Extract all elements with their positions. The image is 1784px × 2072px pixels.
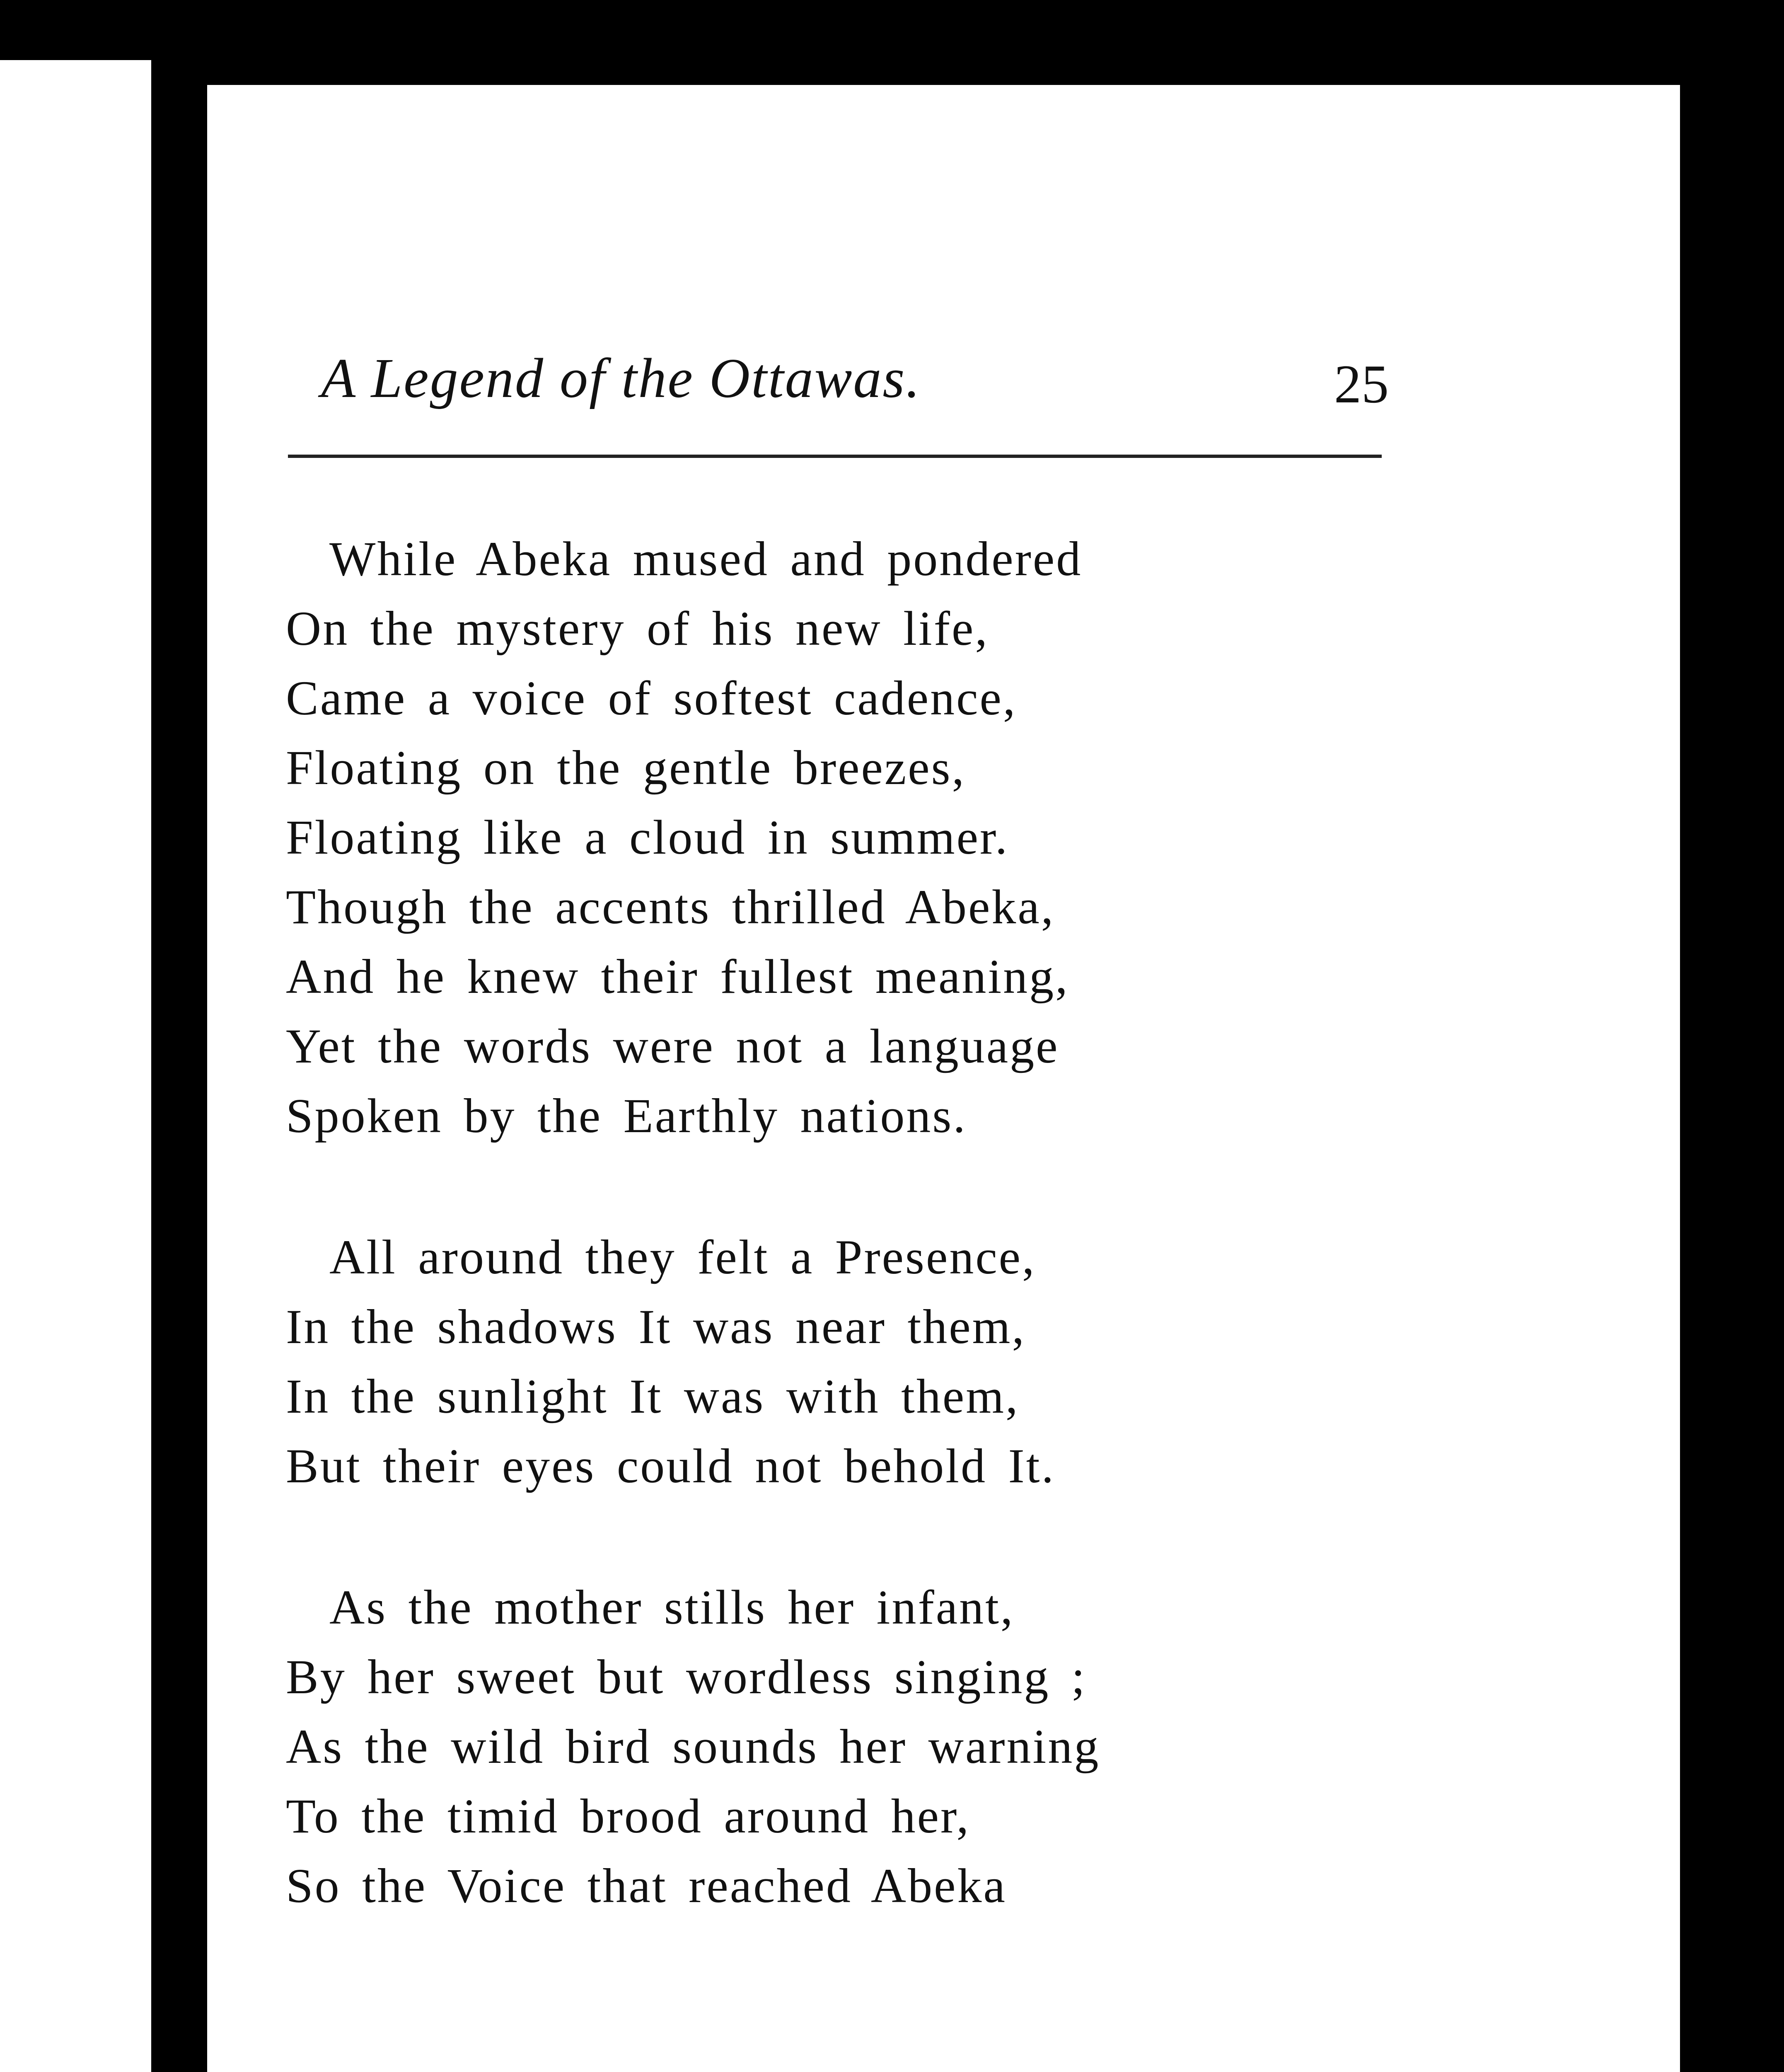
stanza-1	[286, 524, 1487, 1151]
poem-line: But their eyes could not behold It.	[286, 1439, 1056, 1493]
facing-page-edge	[0, 60, 151, 2072]
poem-body	[286, 524, 1487, 1921]
poem-line: In the sunlight It was with them,	[286, 1369, 1020, 1423]
stanza-3	[286, 1573, 1487, 1921]
poem-line: Floating like a cloud in summer.	[286, 810, 1009, 864]
poem-line: As the wild bird sounds her warning	[286, 1719, 1100, 1774]
poem-line: And he knew their fullest meaning,	[286, 949, 1069, 1004]
poem-line: So the Voice that reached Abeka	[286, 1859, 1007, 1913]
header-rule	[288, 455, 1382, 458]
running-head-title: A Legend of the Ottawas.	[321, 347, 921, 409]
poem-line: Yet the words were not a language	[286, 1019, 1059, 1073]
poem-line: Spoken by the Earthly nations.	[286, 1089, 967, 1143]
running-head	[321, 253, 1389, 427]
poem-line: By her sweet but wordless singing ;	[286, 1650, 1087, 1704]
poem-line: Floating on the gentle breezes,	[286, 741, 966, 795]
poem-line: To the timid brood around her,	[286, 1789, 971, 1843]
poem-line: Came a voice of softest cadence,	[286, 671, 1017, 725]
poem-line: On the mystery of his new life,	[286, 601, 989, 656]
poem-line: All around they felt a Presence,	[329, 1230, 1036, 1284]
page-number: 25	[1334, 353, 1389, 414]
stanza-2	[286, 1222, 1487, 1501]
poem-line: In the shadows It was near them,	[286, 1300, 1026, 1354]
poem-line: Though the accents thrilled Abeka,	[286, 880, 1055, 934]
poem-line: While Abeka mused and pondered	[329, 532, 1083, 586]
poem-line: As the mother stills her infant,	[329, 1580, 1015, 1634]
